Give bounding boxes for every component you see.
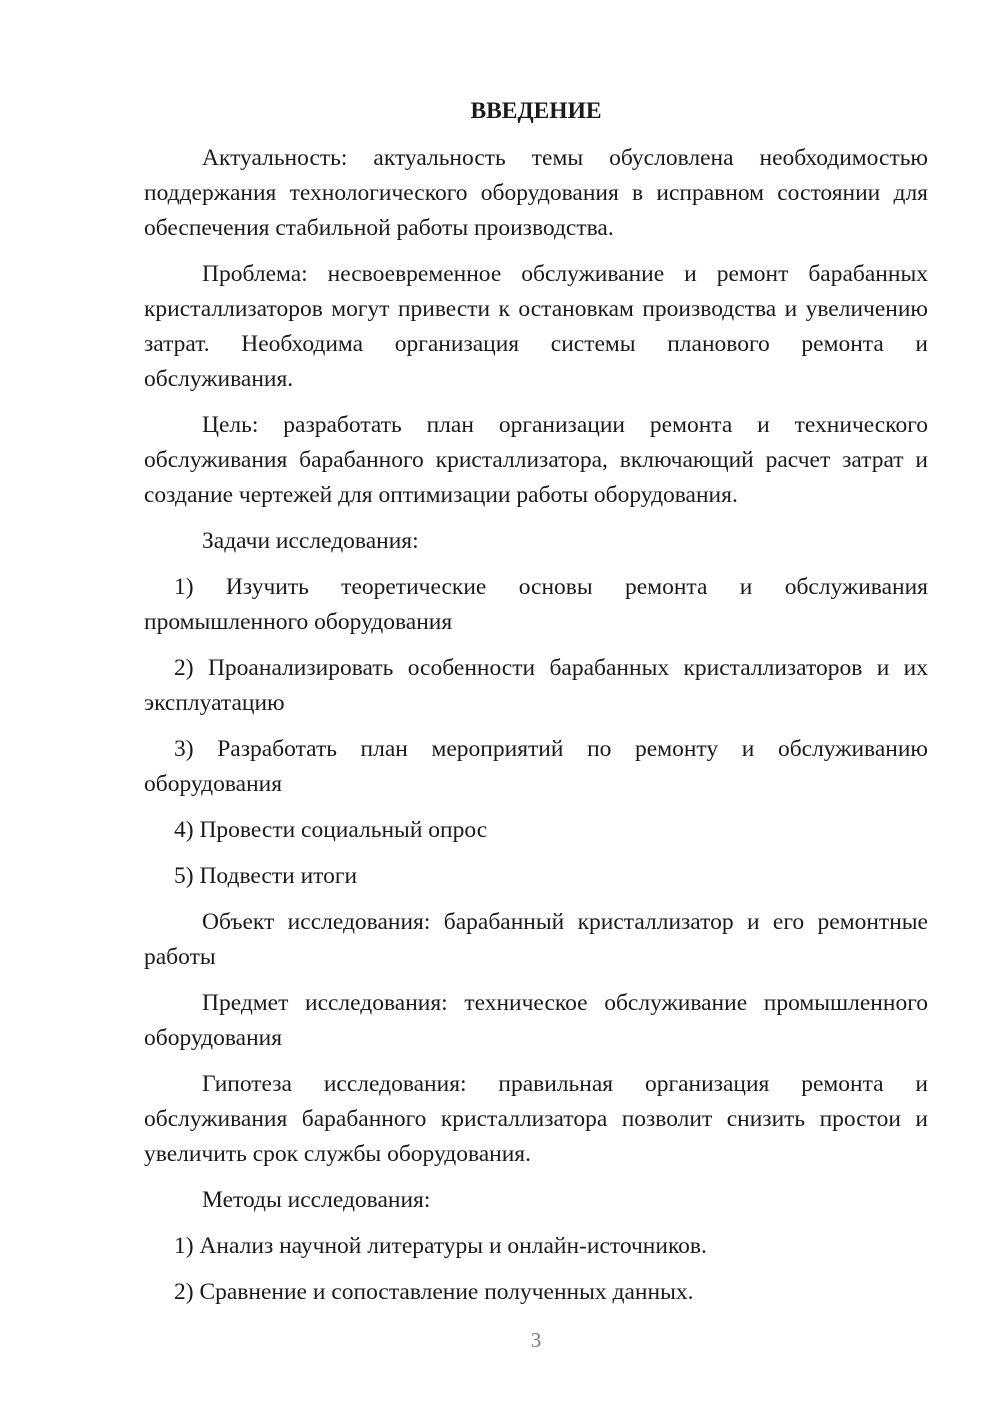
goal-paragraph: Цель: разработать план организации ремонта и технического обслуживания барабанного кристаллизатора, включающий расчет затрат и создание чертежей для оптимизации работы оборудования. [144, 412, 928, 508]
tasks-heading: Задачи исследования: [202, 528, 419, 554]
object-paragraph: Объект исследования: барабанный кристаллизатор и его ремонтные работы [144, 909, 928, 970]
task-item-1: 1) Изучить теоретические основы ремонта и обслуживания промышленного оборудования [144, 574, 928, 635]
hypothesis-paragraph: Гипотеза исследования: правильная организация ремонта и обслуживания барабанного кристаллизатора позволит снизить простои и увеличить срок службы оборудования. [144, 1071, 928, 1167]
task-item-2: 2) Проанализировать особенности барабанных кристаллизаторов и их эксплуатацию [144, 655, 928, 716]
method-item-1: 1) Анализ научной литературы и онлайн-источников. [174, 1233, 707, 1259]
problem-paragraph: Проблема: несвоевременное обслуживание и ремонт барабанных кристаллизаторов могут привести к остановкам производства и увеличению затрат. Необходима организация системы планового ремонта и обслуживания. [144, 261, 928, 392]
task-item-3: 3) Разработать план мероприятий по ремонту и обслуживанию оборудования [144, 736, 928, 797]
task-item-5: 5) Подвести итоги [174, 863, 358, 889]
section-title: ВВЕДЕНИЕ [470, 98, 602, 124]
method-item-2: 2) Сравнение и сопоставление полученных данных. [174, 1279, 694, 1305]
subject-paragraph: Предмет исследования: техническое обслуживание промышленного оборудования [144, 990, 928, 1051]
document-page [144, 94, 928, 1321]
methods-heading: Методы исследования: [202, 1187, 431, 1213]
task-item-4: 4) Провести социальный опрос [174, 817, 488, 843]
relevance-paragraph: Актуальность: актуальность темы обусловлена необходимостью поддержания технологического оборудования в исправном состоянии для обеспечения стабильной работы производства. [144, 145, 928, 241]
page-number: 3 [530, 1328, 542, 1352]
